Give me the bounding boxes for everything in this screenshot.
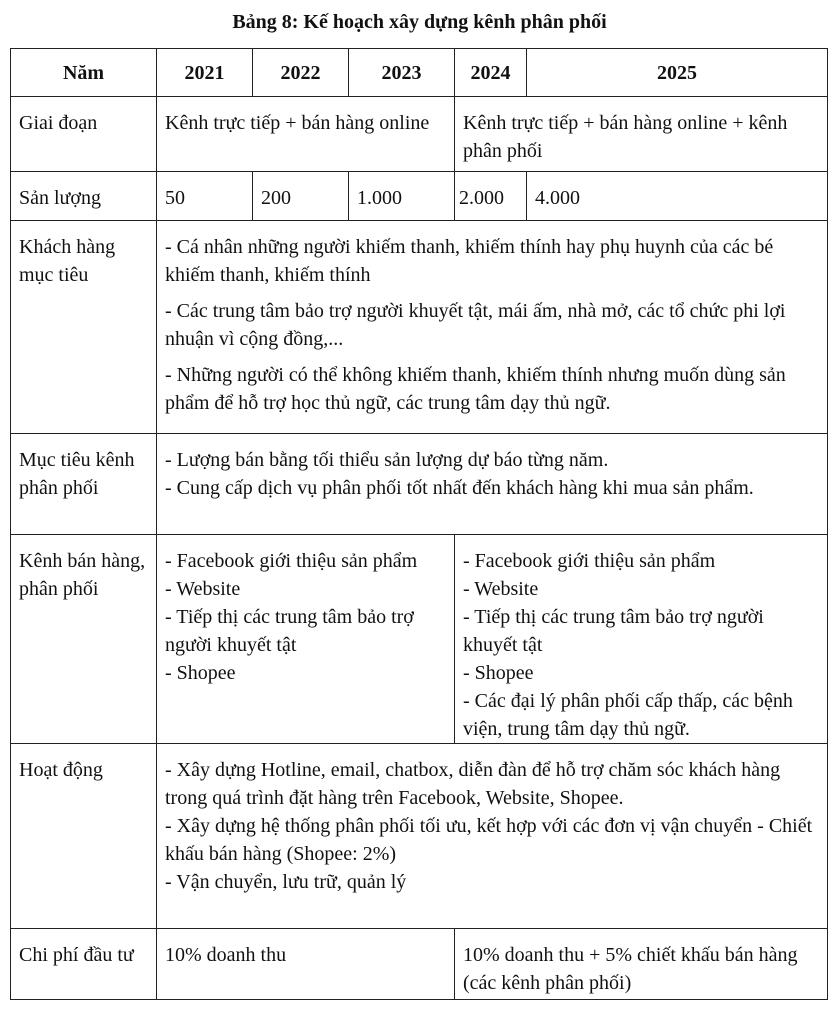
activity-item: - Xây dựng Hotline, email, chatbox, diễn đàn để hỗ trợ chăm sóc khách hàng trong quá trình đặt hàng trên Facebook, Website, Shopee.	[165, 759, 781, 809]
channel-item: - Shopee	[165, 662, 236, 684]
row-label-activity: Hoạt động	[11, 744, 157, 929]
volume-2021: 50	[157, 172, 253, 221]
row-label-cost: Chi phí đầu tư	[11, 929, 157, 1000]
table-row-stage	[11, 97, 828, 172]
goal-item: - Lượng bán bằng tối thiểu sản lượng dự báo từng năm.	[165, 449, 609, 471]
cost-late: 10% doanh thu + 5% chiết khấu bán hàng (các kênh phân phối)	[455, 929, 828, 1000]
table-title: Bảng 8: Kế hoạch xây dựng kênh phân phối	[232, 11, 607, 33]
activity-item: - Vận chuyển, lưu trữ, quản lý	[165, 871, 407, 893]
header-year-2025: 2025	[527, 49, 828, 97]
table-row-goal	[11, 434, 828, 535]
row-label-customers: Khách hàng mục tiêu	[11, 221, 157, 434]
goal-item: - Cung cấp dịch vụ phân phối tốt nhất đến khách hàng khi mua sản phẩm.	[165, 477, 754, 499]
activity-content	[157, 744, 828, 929]
stage-late: Kênh trực tiếp + bán hàng online + kênh phân phối	[455, 97, 828, 172]
stage-early: Kênh trực tiếp + bán hàng online	[157, 97, 455, 172]
customers-item: - Các trung tâm bảo trợ người khuyết tật, mái ấm, nhà mở, các tổ chức phi lợi nhuận vì cộng đồng,...	[165, 300, 786, 350]
table-row-volume	[11, 172, 828, 221]
cost-early: 10% doanh thu	[157, 929, 455, 1000]
header-year-label: Năm	[11, 49, 157, 97]
row-label-goal: Mục tiêu kênh phân phối	[11, 434, 157, 535]
row-label-stage: Giai đoạn	[11, 97, 157, 172]
activity-item: - Xây dựng hệ thống phân phối tối ưu, kết hợp với các đơn vị vận chuyển - Chiết khấu bán hàng (Shopee: 2%)	[165, 815, 813, 865]
table-row-cost	[11, 929, 828, 1000]
header-year-2022: 2022	[253, 49, 349, 97]
goal-content	[157, 434, 828, 535]
channel-item: - Facebook giới thiệu sản phẩm	[463, 550, 716, 572]
volume-2022: 200	[253, 172, 349, 221]
table-row-activity	[11, 744, 828, 929]
channels-early	[157, 535, 455, 744]
volume-2023: 1.000	[349, 172, 455, 221]
channel-item: - Tiếp thị các trung tâm bảo trợ người khuyết tật	[463, 606, 764, 656]
table-row-channels	[11, 535, 828, 744]
distribution-plan-table	[10, 48, 828, 1000]
customers-item: - Cá nhân những người khiếm thanh, khiếm thính hay phụ huynh của các bé khiếm thanh, khiếm thính	[165, 236, 774, 286]
customers-item: - Những người có thể không khiếm thanh, khiếm thính nhưng muốn dùng sản phẩm để hỗ trợ học thủ ngữ, các trung tâm dạy thủ ngữ.	[165, 364, 786, 414]
row-label-volume: Sản lượng	[11, 172, 157, 221]
channel-item: - Facebook giới thiệu sản phẩm	[165, 550, 418, 572]
channel-item: - Shopee	[463, 662, 534, 684]
header-year-2021: 2021	[157, 49, 253, 97]
volume-2024: 2.000	[455, 172, 527, 221]
row-label-channels: Kênh bán hàng, phân phối	[11, 535, 157, 744]
channel-item: - Website	[165, 578, 241, 600]
table-row-customers	[11, 221, 828, 434]
header-row	[11, 49, 828, 97]
customers-content	[157, 221, 828, 434]
volume-2025: 4.000	[527, 172, 828, 221]
header-year-2023: 2023	[349, 49, 455, 97]
channel-item: - Tiếp thị các trung tâm bảo trợ người khuyết tật	[165, 606, 414, 656]
channel-item: - Các đại lý phân phối cấp thấp, các bệnh viện, trung tâm dạy thủ ngữ.	[463, 690, 793, 740]
channels-late	[455, 535, 828, 744]
header-year-2024: 2024	[455, 49, 527, 97]
channel-item: - Website	[463, 578, 539, 600]
